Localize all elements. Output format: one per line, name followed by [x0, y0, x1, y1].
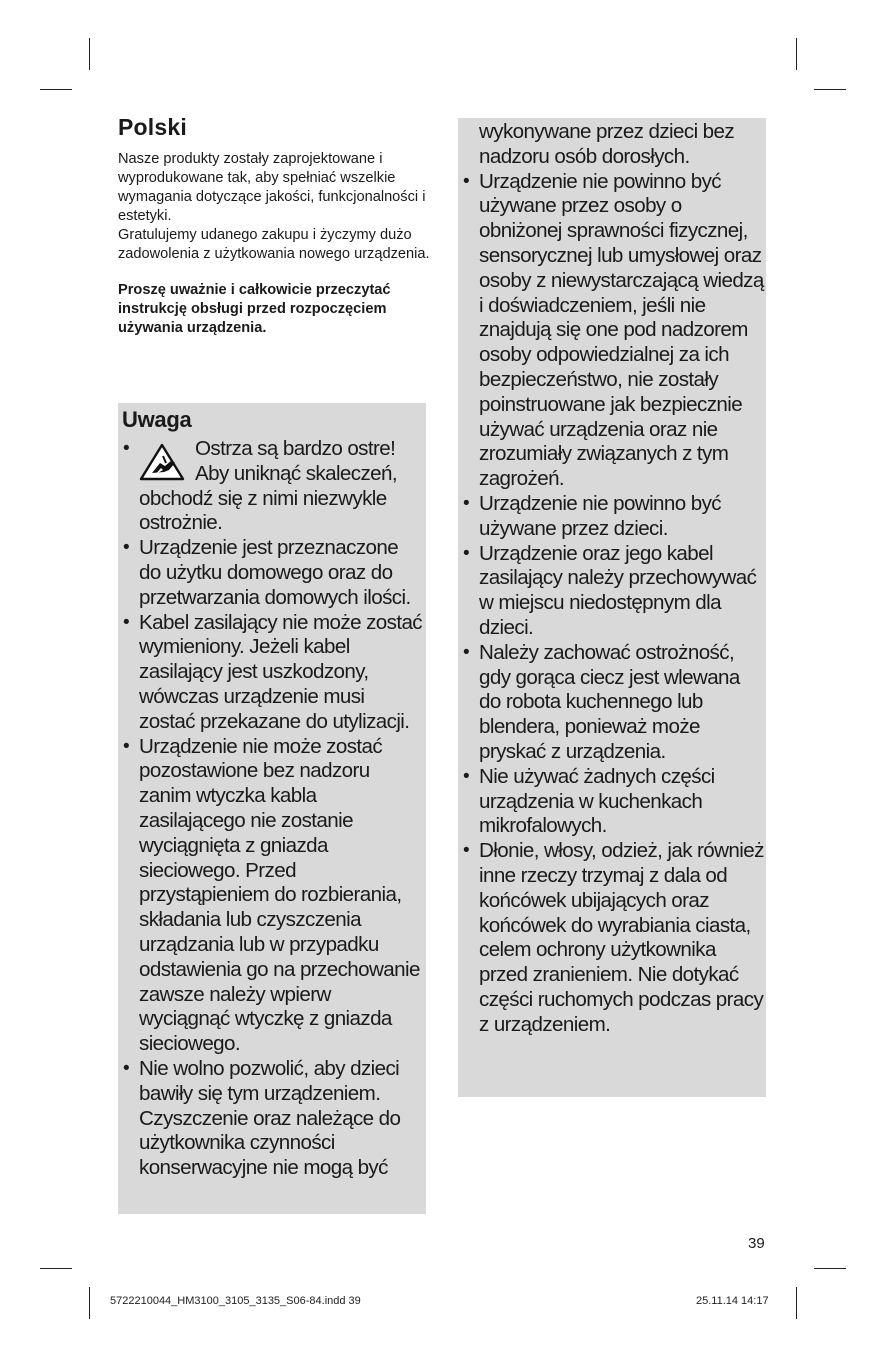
bullet: • [463, 170, 470, 192]
bullet: • [463, 492, 470, 514]
list-item [458, 765, 764, 839]
footer-date: 25.11.14 14:17 [696, 1295, 769, 1307]
intro-section [118, 150, 433, 338]
list-item [118, 735, 424, 1057]
page-title: Polski [118, 114, 187, 140]
list-item-text: Ostrza są bardzo ostre! [195, 437, 396, 460]
list-item-text: Nie wolno pozwolić, aby dzieci bawiły się tym urządzeniem. Czyszczenie oraz należące do użytkownika czynności konserwacyjne nie mogą być [139, 1056, 401, 1180]
crop-mark [89, 1287, 90, 1319]
crop-mark [814, 1268, 846, 1269]
intro-paragraph: Gratulujemy udanego zakupu i życzymy dużo zadowolenia z użytkowania nowego urządzenia. [118, 226, 430, 262]
warning-title: Uwaga [122, 407, 192, 432]
crop-mark [814, 89, 846, 90]
bullet: • [123, 611, 130, 633]
list-item-text: wykonywane przez dzieci bez nadzoru osób dorosłych. [479, 120, 735, 168]
list-item-text: Nie używać żadnych części urządzenia w kuchenkach mikrofalowych. [479, 764, 715, 838]
intro-paragraph: Nasze produkty zostały zaprojektowane i wyprodukowane tak, aby spełniać wszelkie wymagania dotyczące jakości, funkcjonalności i estetyki. [118, 151, 426, 224]
list-item-text: Kabel zasilający nie może zostać wymieniony. Jeżeli kabel zasilający jest uszkodzony, wówczas urządzenie musi zostać przekazane do utylizacji. [139, 610, 422, 733]
list-item [118, 611, 424, 735]
bullet: • [463, 765, 470, 787]
list-item-text: Należy zachować ostrożność, gdy gorąca ciecz jest wlewana do robota kuchennego lub blendera, ponieważ może pryskać z urządzenia. [479, 640, 740, 763]
crop-mark [40, 89, 72, 90]
list-item [118, 1057, 424, 1181]
bullet: • [123, 735, 130, 757]
warning-box [118, 403, 426, 1214]
crop-mark [40, 1268, 72, 1269]
list-item-text: obchodź się z nimi niezwykle ostrożnie. [139, 486, 387, 535]
list-item [118, 437, 424, 536]
list-item-text: Urządzenie oraz jego kabel zasilający należy przechowywać w miejscu niedostępnym dla dzieci. [479, 541, 757, 639]
list-item-text: Urządzenie nie może zostać pozostawione bez nadzoru zanim wtyczka kabla zasilającego nie zostanie wyciągnięta z gniazda sieciowego. Przed przystąpieniem do rozbierania, składania lub czyszczenia urządzania lub w przypadku odstawienia go na przechowanie zawsze należy wpierw wyciągnąć wtyczkę z gniazda sieciowego. [139, 734, 420, 1056]
bullet: • [463, 542, 470, 564]
list-item-text: Urządzenie jest przeznaczone do użytku domowego oraz do przetwarzania domowych ilości. [139, 536, 411, 609]
warning-list [118, 437, 424, 1181]
crop-mark [796, 38, 797, 70]
read-instructions-notice: Proszę uważnie i całkowicie przeczytać instrukcję obsługi przed rozpoczęciem używania urządzenia. [118, 282, 391, 337]
warning-list [458, 120, 764, 1037]
list-item [458, 170, 764, 492]
list-item-continued [458, 120, 764, 170]
list-item [458, 839, 764, 1037]
list-item-text: Dłonie, włosy, odzież, jak również inne rzeczy trzymaj z dala od końcówek ubijających oraz końcówek do wyrabiania ciasta, celem ochrony użytkownika przed zranieniem. Nie dotykać części ruchomych podczas pracy z urządzeniem. [479, 839, 764, 1036]
list-item-text: Urządzenie nie powinno być używane przez dzieci. [479, 491, 721, 540]
bullet: • [463, 641, 470, 663]
bullet: • [123, 1057, 130, 1079]
list-item-text: Urządzenie nie powinno być używane przez osoby o obniżonej sprawności fizycznej, sensorycznej lub umysłowej oraz osoby z niewystarczającą wiedzą i doświadczeniem, jeśli nie znajdują się one pod nadzorem osoby odpowiedzialnej za ich bezpieczeństwo, nie zostały poinstruowane jak bezpiecznie używać urządzenia oraz nie zrozumiały związanych z tym zagrożeń. [479, 169, 764, 491]
crop-mark [796, 1287, 797, 1319]
list-item [458, 492, 764, 542]
blade-warning-icon [139, 443, 185, 481]
bullet: • [463, 840, 470, 862]
page-number: 39 [748, 1235, 765, 1252]
list-item-text: Aby uniknąć skaleczeń, [195, 461, 398, 485]
footer-filename: 5722210044_HM3100_3105_3135_S06-84.indd 39 [110, 1295, 361, 1307]
bullet: • [123, 438, 130, 459]
warning-box-continuation [458, 118, 766, 1097]
list-item [458, 542, 764, 641]
list-item [118, 536, 424, 610]
crop-mark [89, 38, 90, 70]
list-item [458, 641, 764, 765]
bullet: • [123, 537, 130, 559]
